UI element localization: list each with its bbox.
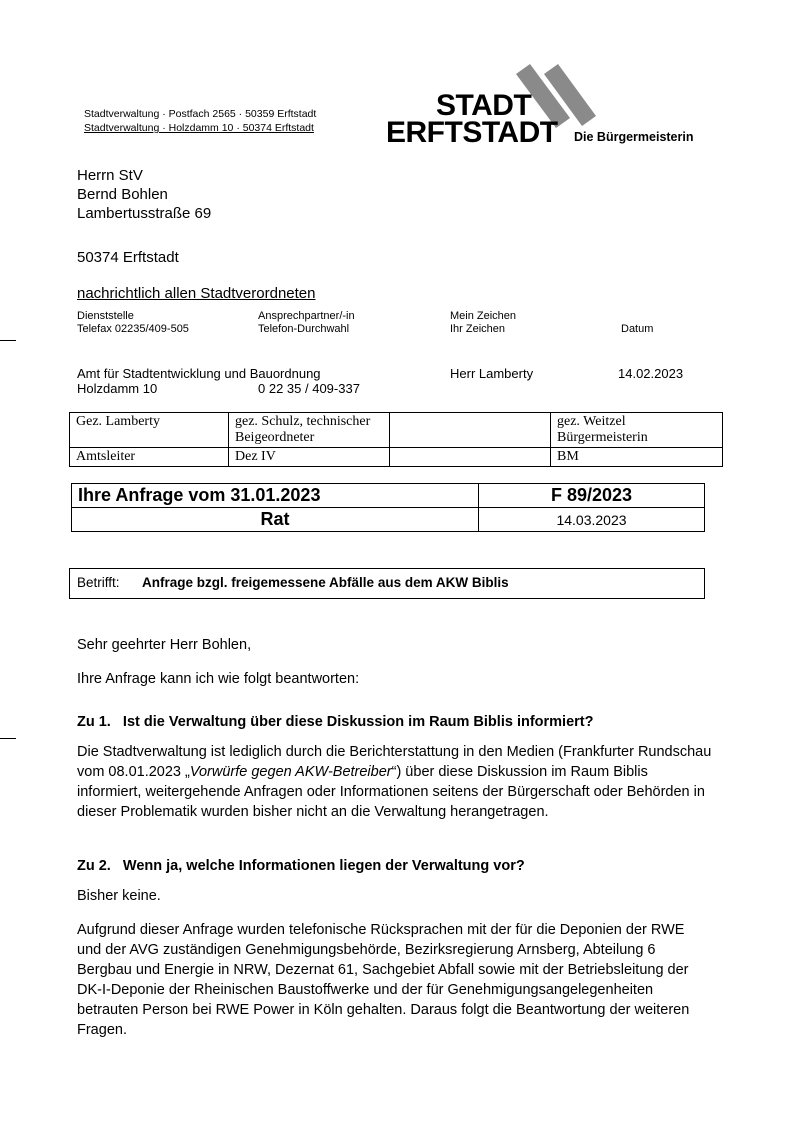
sig-empty-cell-2 [390, 448, 551, 467]
question-2: Zu 2. Wenn ja, welche Informationen liegen der Verwaltung vor? [77, 858, 525, 874]
answer-2-line-1: Aufgrund dieser Anfrage wurden telefonische Rücksprachen mit der für die Deponien der RWE [77, 922, 685, 938]
recipient-street: Lambertusstraße 69 [77, 205, 212, 222]
sig-amtsleiter-name: Gez. Lamberty [70, 413, 229, 448]
salutation: Sehr geehrter Herr Bohlen, [77, 637, 252, 653]
answer-1-line-3: informiert, weitergehende Anfragen oder Informationen seitens der Bürgerschaft oder Behörden in [77, 784, 705, 800]
cc-note: nachrichtlich allen Stadtverordneten [77, 285, 316, 302]
sender-address-postfach: Stadtverwaltung · Postfach 2565 · 50359 Erftstadt [84, 108, 317, 120]
answer-2-line-6: Fragen. [77, 1022, 127, 1038]
letter-date: 14.02.2023 [618, 366, 684, 381]
sig-beigeordneter-role: Dez IV [229, 448, 390, 467]
question-1: Zu 1. Ist die Verwaltung über diese Diskussion im Raum Biblis informiert? [77, 714, 594, 730]
label-telefon: Telefon-Durchwahl [258, 323, 350, 335]
answer-1-line-2 [77, 762, 648, 782]
label-datum: Datum [621, 323, 654, 335]
label-dienststelle: Dienststelle [77, 310, 134, 322]
subject-anfrage-date: Ihre Anfrage vom 31.01.2023 [72, 484, 479, 508]
sig-buergermeisterin-role: BM [551, 448, 723, 467]
department-phone: 0 22 35 / 409-337 [258, 381, 360, 396]
sender-address-street: Stadtverwaltung · Holzdamm 10 · 50374 Erftstadt [84, 122, 314, 134]
logo-erftstadt-text: ERFTSTADT [386, 116, 558, 149]
department-street: Holzdamm 10 [77, 381, 158, 396]
sig-amtsleiter-role: Amtsleiter [70, 448, 229, 467]
intro-text: Ihre Anfrage kann ich wie folgt beantworten: [77, 671, 360, 687]
recipient-city: 50374 Erftstadt [77, 249, 179, 266]
subject-session-date: 14.03.2023 [479, 508, 705, 532]
signature-table [69, 412, 723, 467]
sig-beigeordneter-name: gez. Schulz, technischer Beigeordneter [229, 413, 390, 448]
answer-2-short: Bisher keine. [77, 888, 161, 904]
label-telefax: Telefax 02235/409-505 [77, 323, 189, 335]
label-ansprechpartner: Ansprechpartner/-in [258, 310, 355, 322]
label-ihr-zeichen: Ihr Zeichen [450, 323, 506, 335]
answer-1-quote-open: vom 08.01.2023 „ [77, 764, 190, 780]
answer-2-line-4: DK-I-Deponie der Rheinischen Baustoffwerke und der für Genehmigungsangelegenheiten [77, 982, 654, 998]
subject-table [71, 483, 705, 532]
fold-mark-top [0, 340, 16, 341]
recipient-salutation: Herrn StV [77, 167, 143, 184]
department-name: Amt für Stadtentwicklung und Bauordnung [77, 366, 321, 381]
answer-2-line-3: Bergbau und Energie in NRW, Dezernat 61, Sachgebiet Abfall sowie mit der Betriebsleitung der [77, 962, 689, 978]
answer-1-line-4: dieser Problematik wurden bisher nicht an die Verwaltung herangetragen. [77, 804, 549, 820]
subject-number: F 89/2023 [479, 484, 705, 508]
label-mein-zeichen: Mein Zeichen [450, 310, 517, 322]
logo-stadt-text: STADT [436, 89, 532, 122]
betreff-box [69, 568, 705, 599]
answer-1-line-1: Die Stadtverwaltung ist lediglich durch die Berichterstattung in den Medien (Frankfurter Rundschau [77, 744, 712, 760]
logo-subtitle: Die Bürgermeisterin [574, 130, 694, 144]
betreff-label: Betrifft: [77, 575, 120, 590]
sig-buergermeisterin-name: gez. Weitzel Bürgermeisterin [551, 413, 723, 448]
sig-empty-cell [390, 413, 551, 448]
answer-2-line-2: und der AVG zuständigen Genehmigungsbehörde, Bezirksregierung Arnsberg, Abteilung 6 [77, 942, 656, 958]
article-title: Vorwürfe gegen AKW-Betreiber [189, 764, 392, 780]
answer-1-quote-close: “) über diese Diskussion im Raum Biblis [391, 764, 648, 780]
fold-mark-middle [0, 738, 16, 739]
betreff-text: Anfrage bzgl. freigemessene Abfälle aus dem AKW Biblis [142, 575, 509, 590]
answer-2-line-5: betrauten Person bei RWE Power in Köln gehalten. Daraus folgt die Beantwortung der weiteren [77, 1002, 690, 1018]
subject-gremium: Rat [72, 508, 479, 532]
contact-person: Herr Lamberty [450, 366, 534, 381]
recipient-name: Bernd Bohlen [77, 186, 168, 203]
